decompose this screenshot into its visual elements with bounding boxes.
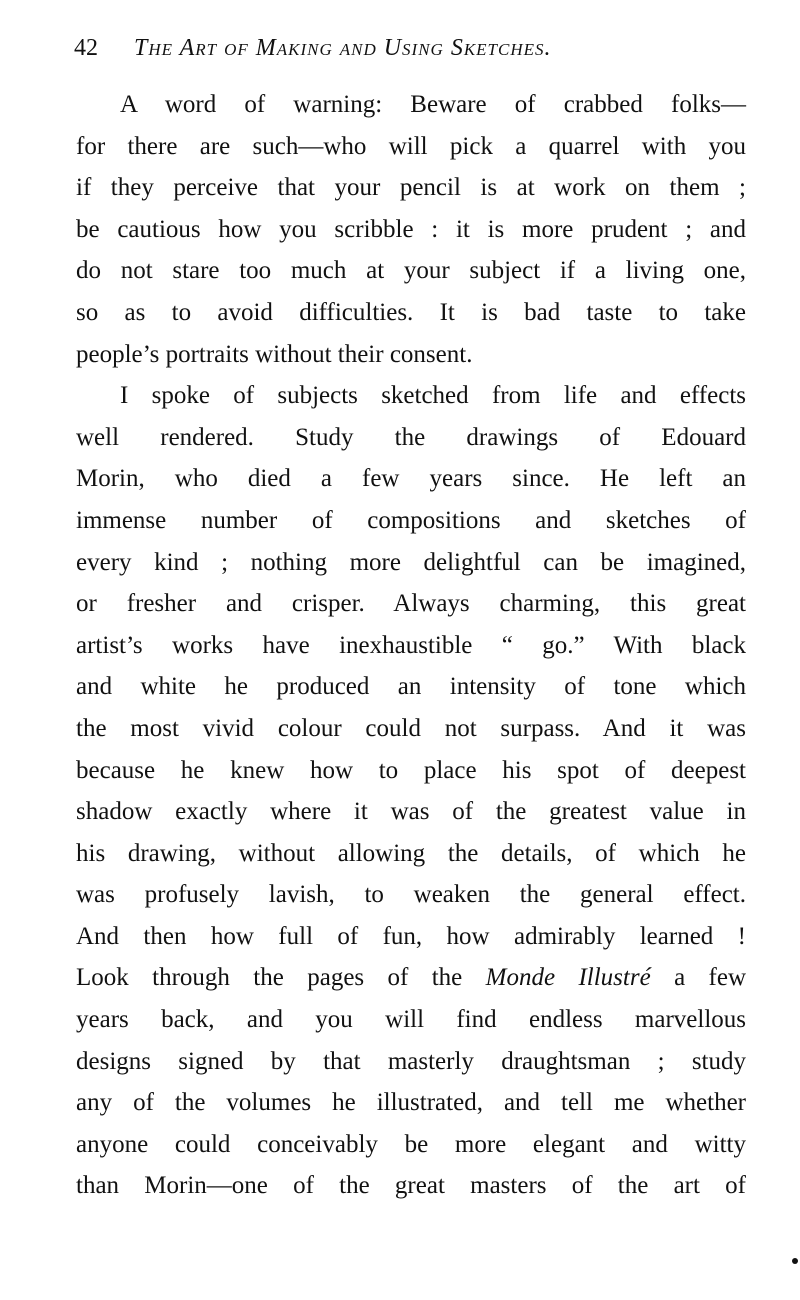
text-line: artist’s works have inexhaustible “ go.” With black (76, 631, 746, 659)
text-line: every kind ; nothing more delightful can be imagined, (76, 548, 746, 576)
text-line: well rendered. Study the drawings of Edouard (76, 423, 746, 451)
text-line: immense number of compositions and sketches of (76, 506, 746, 534)
text-line-with-title (76, 957, 746, 999)
text-line: years back, and you will find endless marvellous (76, 1006, 746, 1034)
line-text-before: Look through the pages of the (76, 964, 486, 992)
edge-ink-mark (792, 1258, 798, 1264)
text-line: any of the volumes he illustrated, and tell me whether (76, 1089, 746, 1117)
text-line: designs signed by that masterly draughtsman ; study (76, 1047, 746, 1075)
text-line: be cautious how you scribble : it is more prudent ; and (76, 215, 746, 243)
text-line: do not stare too much at your subject if a living one, (76, 257, 746, 285)
text-line: Morin, who died a few years since. He left an (76, 465, 746, 493)
text-line: anyone could conceivably be more elegant and witty (76, 1130, 746, 1158)
paragraph-warning (76, 84, 746, 375)
running-header (74, 30, 754, 66)
text-line: the most vivid colour could not surpass. And it was (76, 714, 746, 742)
text-line: people’s portraits without their consent. (76, 340, 473, 368)
text-line: if they perceive that your pencil is at work on them ; (76, 174, 746, 202)
text-line: for there are such—who will pick a quarrel with you (76, 132, 746, 160)
text-line: his drawing, without allowing the details, of which he (76, 839, 746, 867)
text-line: I spoke of subjects sketched from life and effects (120, 382, 746, 410)
text-line: because he knew how to place his spot of deepest (76, 756, 746, 784)
body-text (76, 84, 746, 1207)
text-line: was profusely lavish, to weaken the general effect. (76, 881, 746, 909)
page-number: 42 (74, 35, 98, 61)
running-title: The Art of Making and Using Sketches. (134, 35, 552, 61)
text-line: than Morin—one of the great masters of the art of (76, 1172, 746, 1200)
text-line: so as to avoid difficulties. It is bad taste to take (76, 298, 746, 326)
text-line: And then how full of fun, how admirably learned ! (76, 922, 746, 950)
text-line: shadow exactly where it was of the greatest value in (76, 798, 746, 826)
publication-title: Monde Illustré (485, 964, 651, 992)
paragraph-morin (76, 375, 746, 1207)
line-text-after: a few (650, 964, 747, 992)
text-line: and white he produced an intensity of tone which (76, 673, 746, 701)
text-line: or fresher and crisper. Always charming, this great (76, 590, 746, 618)
text-line: A word of warning: Beware of crabbed folks— (120, 91, 746, 118)
